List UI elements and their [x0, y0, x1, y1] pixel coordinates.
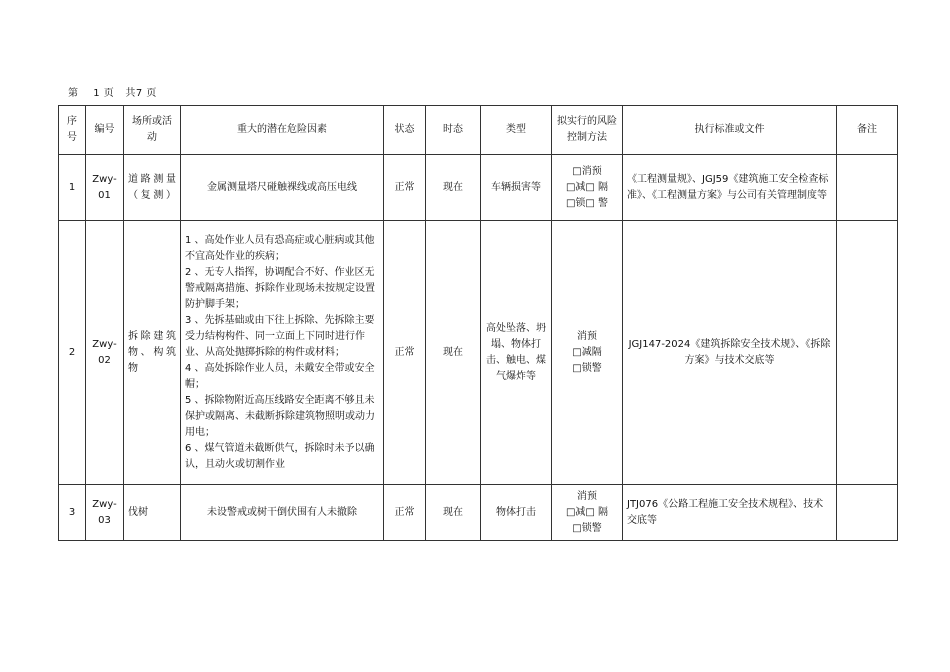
header-factors: 重大的潜在危险因素 [181, 106, 384, 155]
cell-place: 伐树 [124, 485, 181, 541]
cell-remark [837, 221, 898, 485]
cell-state: 正常 [384, 155, 426, 221]
control-option: □锁警 [572, 362, 602, 374]
header-control: 拟实行的风险控制方法 [552, 106, 623, 155]
cell-code: Zwy-03 [86, 485, 124, 541]
cell-remark [837, 485, 898, 541]
header-row [59, 106, 898, 155]
factor-line: 金属测量塔尺碰触裸线或高压电线 [207, 181, 357, 193]
cell-factors [181, 485, 384, 541]
header-seq: 序号 [59, 106, 86, 155]
cell-code: Zwy-01 [86, 155, 124, 221]
cell-standard: 《工程测量规》、JGJ59《建筑施工安全检查标准》、《工程测量方案》与公司有关管理制度等 [623, 155, 837, 221]
header-code: 编号 [86, 106, 124, 155]
cell-type: 车辆损害等 [481, 155, 552, 221]
cell-standard: JTJ076《公路工程施工安全技术规程》、技术交底等 [623, 485, 837, 541]
cell-code: Zwy-02 [86, 221, 124, 485]
table-row [59, 485, 898, 541]
header-tense: 时态 [426, 106, 481, 155]
cell-state: 正常 [384, 221, 426, 485]
cell-factors [181, 221, 384, 485]
cell-type: 物体打击 [481, 485, 552, 541]
cell-place: 道路测量（复测） [124, 155, 181, 221]
control-option: 消预 [577, 490, 597, 502]
cell-control [552, 485, 623, 541]
cell-control [552, 155, 623, 221]
cell-control [552, 221, 623, 485]
cell-factors [181, 155, 384, 221]
control-option: □锁警 [572, 522, 602, 534]
factor-line: 5 、拆除物附近高压线路安全距离不够且未保护或隔离、未截断拆除建筑物照明或动力用电； [185, 394, 375, 438]
factor-line: 6 、煤气管道未截断供气，拆除时未予以确认，且动火或切割作业 [185, 442, 375, 470]
cell-tense: 现在 [426, 155, 481, 221]
factor-line: 4 、高处拆除作业人员，未戴安全带或安全帽； [185, 362, 375, 390]
hazard-table [58, 105, 898, 541]
control-option: □锁□ 警 [565, 197, 609, 209]
cell-seq: 2 [59, 221, 86, 485]
header-remark: 备注 [837, 106, 898, 155]
control-option: 消预 [577, 330, 597, 342]
cell-standard: JGJ147-2024《建筑拆除安全技术规》、《拆除方案》与技术交底等 [623, 221, 837, 485]
page-unit: 页 [103, 88, 115, 99]
control-option: □减隔 [572, 346, 602, 358]
cell-tense: 现在 [426, 221, 481, 485]
factor-line: 3 、先拆基础或由下往上拆除、先拆除主要受力结构构件、同一立面上下同时进行作业、从高处抛掷拆除的构件或材料； [185, 314, 375, 358]
header-type: 类型 [481, 106, 552, 155]
table-row [59, 221, 898, 485]
page-label: 第 [68, 88, 79, 99]
header-standard: 执行标准或文件 [623, 106, 837, 155]
cell-type: 高处坠落、坍塌、物体打击、触电、煤气爆炸等 [481, 221, 552, 485]
factor-line: 未设警戒或树干倒伏围有人未撤除 [207, 506, 357, 518]
cell-state: 正常 [384, 485, 426, 541]
cell-seq: 1 [59, 155, 86, 221]
cell-remark [837, 155, 898, 221]
cell-place: 拆除建筑物、构筑物 [124, 221, 181, 485]
factor-line: 1 、高处作业人员有恐高症或心脏病或其他不宜高处作业的疾病； [185, 234, 375, 262]
page-header [68, 84, 157, 99]
page-number: 1 [93, 88, 101, 99]
page-total: 共7 页 [125, 88, 157, 99]
control-option: □减□ 隔 [565, 506, 609, 518]
cell-seq: 3 [59, 485, 86, 541]
cell-tense: 现在 [426, 485, 481, 541]
header-place: 场所或活动 [124, 106, 181, 155]
factor-line: 2 、无专人指挥，协调配合不好、作业区无警戒隔离措施、拆除作业现场未按规定设置防护脚手架； [185, 266, 375, 310]
table-row [59, 155, 898, 221]
header-state: 状态 [384, 106, 426, 155]
control-option: □减□ 隔 [565, 181, 609, 193]
control-option: □消预 [572, 165, 602, 177]
